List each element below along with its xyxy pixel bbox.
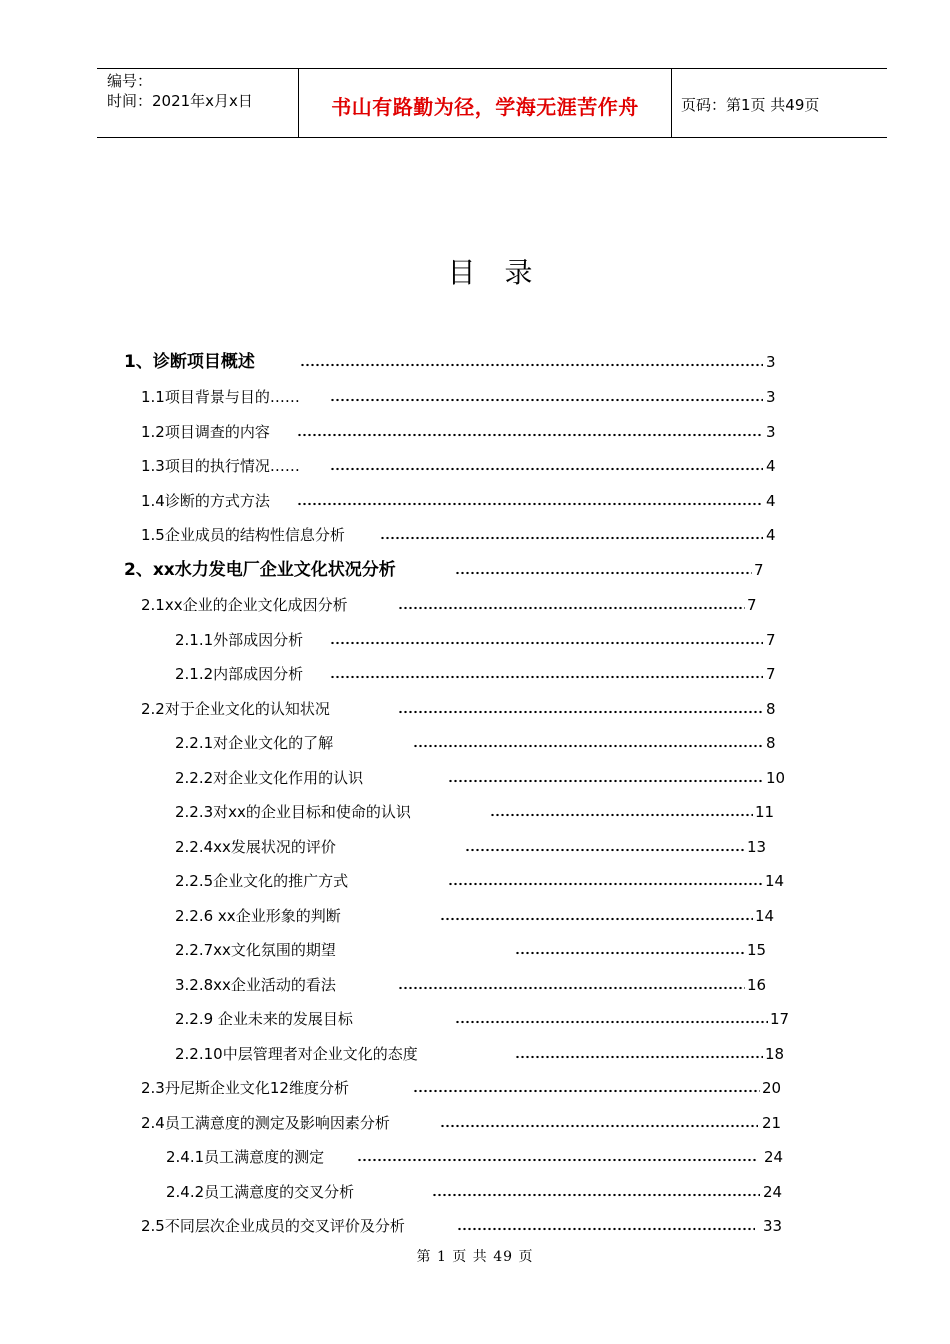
toc-leader-dots — [413, 742, 763, 750]
toc-entry-label: 1.3项目的执行情况…… — [141, 457, 300, 475]
toc-entry-label: 2.2.3对xx的企业目标和使命的认识 — [175, 803, 411, 821]
toc-entry-page: 21 — [762, 1114, 782, 1132]
toc-entry-page: 33 — [763, 1217, 783, 1235]
toc-entry[interactable] — [0, 867, 950, 891]
toc-entry[interactable] — [0, 521, 950, 545]
toc-leader-dots — [515, 949, 745, 957]
toc-entry-page: 8 — [766, 700, 776, 718]
toc-entry-page: 4 — [766, 526, 776, 544]
toc-entry[interactable] — [0, 487, 950, 511]
toc-entry-label: 2.2.4xx发展状况的评价 — [175, 838, 336, 856]
toc-entry-label: 2.3丹尼斯企业文化12维度分析 — [141, 1079, 349, 1097]
toc-entry[interactable] — [0, 626, 950, 650]
toc-entry-label: 2.4员工满意度的测定及影响因素分析 — [141, 1114, 390, 1132]
toc-leader-dots — [455, 1018, 768, 1026]
toc-entry-page: 16 — [747, 976, 767, 994]
toc-entry-page: 18 — [765, 1045, 785, 1063]
toc-entry-page: 15 — [747, 941, 767, 959]
toc-entry-label: 2.2.7xx文化氛围的期望 — [175, 941, 336, 959]
toc-leader-dots — [398, 708, 763, 716]
toc-entry-label: 1.1项目背景与目的…… — [141, 388, 300, 406]
toc-leader-dots — [398, 604, 745, 612]
toc-leader-dots — [330, 673, 763, 681]
toc-leader-dots — [440, 915, 753, 923]
toc-leader-dots — [380, 534, 763, 542]
toc-entry-label: 2.4.1员工满意度的测定 — [166, 1148, 325, 1166]
toc-entry-page: 14 — [765, 872, 785, 890]
toc-entry-page: 17 — [770, 1010, 790, 1028]
toc-entry-page: 7 — [747, 596, 757, 614]
toc-leader-dots — [448, 777, 763, 785]
toc-entry-label: 2.5不同层次企业成员的交叉评价及分析 — [141, 1217, 405, 1235]
toc-entry-label: 1.4诊断的方式方法 — [141, 492, 270, 510]
toc-entry-label: 2.2.9 企业未来的发展目标 — [175, 1010, 353, 1028]
toc-entry[interactable] — [0, 452, 950, 476]
toc-entry-page: 3 — [766, 353, 776, 371]
toc-entry-page: 14 — [755, 907, 775, 925]
toc-entry[interactable] — [0, 1109, 950, 1133]
toc-entry-label: 2、xx水力发电厂企业文化状况分析 — [124, 560, 396, 580]
toc-entry-label: 2.1xx企业的企业文化成因分析 — [141, 596, 348, 614]
document-code-label: 编号： — [107, 72, 153, 90]
toc-leader-dots — [465, 846, 745, 854]
toc-entry-page: 3 — [766, 423, 776, 441]
toc-leader-dots — [515, 1053, 763, 1061]
toc-entry-label: 2.2对于企业文化的认知状况 — [141, 700, 330, 718]
toc-entry[interactable] — [0, 1143, 950, 1167]
toc-entry-label: 2.2.6 xx企业形象的判断 — [175, 907, 341, 925]
toc-leader-dots — [457, 1225, 755, 1233]
toc-leader-dots — [297, 500, 763, 508]
toc-entry-page: 24 — [764, 1148, 784, 1166]
header-page-info: 页码：第1页 共49页 — [681, 96, 820, 114]
toc-leader-dots — [300, 361, 763, 369]
toc-leader-dots — [448, 880, 763, 888]
page-footer: 第 1 页 共 49 页 — [416, 1249, 534, 1265]
toc-entry-page: 3 — [766, 388, 776, 406]
toc-entry-label: 2.1.1外部成因分析 — [175, 631, 304, 649]
toc-leader-dots — [413, 1087, 760, 1095]
header-motto: 书山有路勤为径，学海无涯苦作舟 — [331, 95, 639, 119]
toc-leader-dots — [330, 465, 763, 473]
toc-entry[interactable] — [0, 1178, 950, 1202]
toc-entry-page: 7 — [766, 631, 776, 649]
toc-entry[interactable] — [0, 729, 950, 753]
toc-entry[interactable] — [0, 383, 950, 407]
toc-entry[interactable] — [0, 556, 950, 580]
toc-entry-page: 24 — [763, 1183, 783, 1201]
toc-entry-page: 10 — [766, 769, 786, 787]
toc-entry-page: 20 — [762, 1079, 782, 1097]
toc-entry-page: 11 — [755, 803, 775, 821]
toc-entry-page: 13 — [747, 838, 767, 856]
toc-leader-dots — [330, 396, 763, 404]
toc-entry[interactable] — [0, 1005, 950, 1029]
toc-entry[interactable] — [0, 348, 950, 372]
toc-entry-label: 3.2.8xx企业活动的看法 — [175, 976, 336, 994]
toc-entry-label: 1、诊断项目概述 — [124, 352, 255, 372]
toc-entry[interactable] — [0, 971, 950, 995]
toc-entry-label: 2.2.2对企业文化作用的认识 — [175, 769, 364, 787]
toc-entry-label: 2.2.10中层管理者对企业文化的态度 — [175, 1045, 418, 1063]
toc-entry-page: 7 — [754, 561, 764, 579]
toc-entry[interactable] — [0, 695, 950, 719]
toc-entry-label: 2.2.5企业文化的推广方式 — [175, 872, 349, 890]
toc-entry[interactable] — [0, 1074, 950, 1098]
toc-entry[interactable] — [0, 660, 950, 684]
toc-leader-dots — [432, 1191, 760, 1199]
toc-leader-dots — [330, 639, 763, 647]
toc-leader-dots — [455, 569, 752, 577]
toc-entry-page: 8 — [766, 734, 776, 752]
toc-entry[interactable] — [0, 1040, 950, 1064]
toc-leader-dots — [490, 811, 753, 819]
toc-entry[interactable] — [0, 418, 950, 442]
toc-entry-label: 1.5企业成员的结构性信息分析 — [141, 526, 345, 544]
toc-entry-label: 2.4.2员工满意度的交叉分析 — [166, 1183, 355, 1201]
toc-leader-dots — [440, 1122, 758, 1130]
toc-entry-label: 2.2.1对企业文化的了解 — [175, 734, 334, 752]
toc-entry-page: 4 — [766, 457, 776, 475]
toc-entry[interactable] — [0, 764, 950, 788]
toc-leader-dots — [357, 1156, 758, 1164]
toc-entry[interactable] — [0, 833, 950, 857]
toc-entry-page: 7 — [766, 665, 776, 683]
toc-leader-dots — [398, 984, 745, 992]
toc-entry[interactable] — [0, 902, 950, 926]
toc-title: 目 录 — [447, 256, 543, 289]
toc-entry[interactable] — [0, 936, 950, 960]
toc-entry[interactable] — [0, 798, 950, 822]
toc-leader-dots — [297, 431, 763, 439]
toc-entry-label: 1.2项目调查的内容 — [141, 423, 270, 441]
toc-entry-label: 2.1.2内部成因分析 — [175, 665, 304, 683]
toc-entry[interactable] — [0, 1212, 950, 1236]
toc-entry[interactable] — [0, 591, 950, 615]
document-time-label: 时间：2021年x月x日 — [107, 92, 253, 110]
toc-entry-page: 4 — [766, 492, 776, 510]
